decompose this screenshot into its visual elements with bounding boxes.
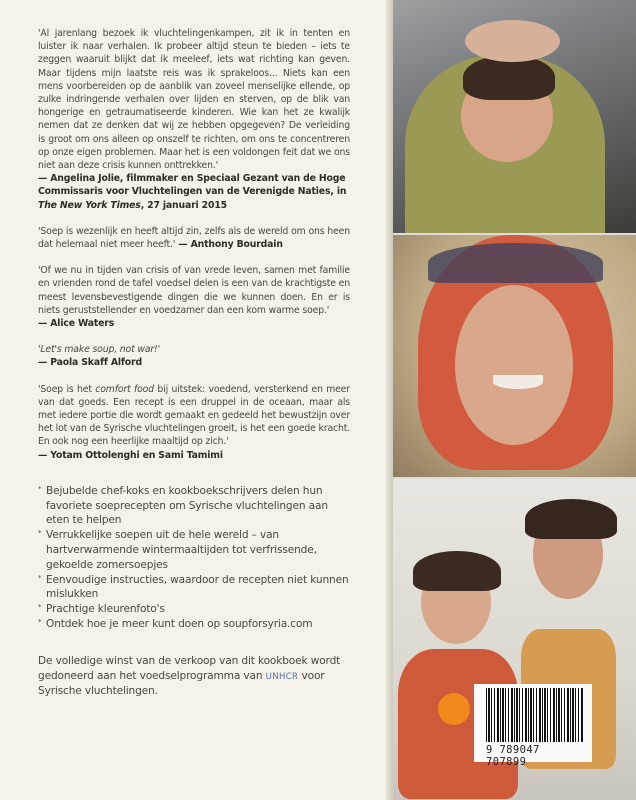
- smile-shape: [493, 375, 543, 389]
- feature-item: [38, 528, 350, 572]
- quote-ottolenghi: [38, 383, 350, 462]
- quote-body: [38, 343, 350, 356]
- quote-text: 'Let's make soup, not war!': [38, 344, 161, 356]
- asterisk-bullet-icon: *: [38, 529, 42, 538]
- feature-item: [38, 617, 350, 632]
- quote-body: [38, 383, 350, 449]
- publication-name: The New York Times: [38, 199, 141, 211]
- feature-list: [38, 484, 350, 632]
- feature-item: [38, 484, 350, 528]
- quote-emphasis: comfort food: [95, 383, 154, 395]
- quote-text: bij uitstek: voedend, versterkend en meer van dat goeds. Een recept is een druppel in de oceaan, maar als met iedere portie die wordt gemaakt en gedeeld het bewustzijn over het lot van de Syrische vluchtelingen groeit, is het een goede kracht. En ook nog een heerlijke maaltijd op zich.': [38, 383, 350, 448]
- face-shape: [455, 285, 573, 445]
- girl-right-hair: [525, 499, 617, 539]
- quote-waters: [38, 264, 350, 330]
- hat-stripe: [428, 243, 603, 283]
- hands-shape: [465, 20, 560, 62]
- feature-text: Verrukkelijke soepen uit de hele wereld – van hartverwarmende wintermaaltijden tot verfrissende, gekoelde zomersoepjes: [46, 529, 317, 571]
- attribution-date: , 27 januari 2015: [140, 199, 227, 211]
- quote-text: 'Soep is het: [38, 383, 96, 395]
- donation-note: [38, 654, 350, 699]
- orange-fruit: [438, 693, 470, 725]
- donation-text: voor Syrische vluchtelingen.: [38, 669, 325, 698]
- page-edge-shadow: [386, 0, 393, 800]
- quote-attribution: — Anthony Bourdain: [175, 239, 283, 251]
- photo-boy-red-hat: [393, 235, 636, 477]
- attribution-text: — Angelina Jolie, filmmaker en Speciaal Gezant van de Hoge Commissaris voor Vluchtelingen van de Verenigde Naties, in: [38, 173, 347, 198]
- quote-body: 'Al jarenlang bezoek ik vluchtelingenkampen, zit ik in tenten en luister ik naar verhalen. Ik probeer altijd steun te bieden – iets te zeggen waaruit blijkt dat ik meeleef, iets wat richting kan geven. Maar tijdens mijn laatste reis was ik sprakeloos... Niets kan een mens voorbereiden op de aanblik van zoveel menselijke ellende, op zulke indringende verhalen over lijden en sterven, op de blik van hongerige en getraumatiseerde kinderen. Wie kan het ze kwalijk nemen dat ze denken dat wij ze hebben opgegeven? De verleiding is groot om ons alleen op onszelf te richten, om ons te concentreren op onze eigen problemen. Maar het is een voldongen feit dat we ons niet aan deze crisis kunnen onttrekken.': [38, 28, 350, 172]
- photo-column: [393, 0, 636, 800]
- feature-item: [38, 602, 350, 617]
- feature-text: Prachtige kleurenfoto's: [46, 603, 165, 616]
- barcode-bars: [486, 688, 584, 742]
- quote-attribution: — Paola Skaff Alford: [38, 357, 142, 369]
- quote-body: [38, 225, 350, 251]
- feature-text: Bejubelde chef-koks en kookboekschrijvers delen hun favoriete soeprecepten om Syrische vluchtelingen aan eten te helpen: [46, 484, 328, 527]
- asterisk-bullet-icon: *: [38, 573, 42, 582]
- feature-text: Ontdek hoe je meer kunt doen op soupforsyria.com: [46, 618, 313, 631]
- girl-left-hair: [413, 551, 501, 591]
- feature-item: [38, 573, 350, 603]
- text-column: [38, 27, 350, 699]
- donation-text: De volledige winst van de verkoop van dit kookboek wordt gedoneerd aan het voedselprogramma van: [38, 654, 341, 682]
- asterisk-bullet-icon: *: [38, 603, 42, 612]
- quote-text: 'Soep is wezenlijk en heeft altijd zin, zelfs als de wereld om ons heen dat helemaal niet meer heeft.': [38, 225, 350, 251]
- isbn-number: 9 789047 707899: [486, 744, 540, 768]
- unhcr-logo-text: UNHCR: [265, 671, 299, 682]
- quote-body: 'Of we nu in tijden van crisis of van vrede leven, samen met familie en vrienden rond de tafel voedsel delen is een van de krachtigste en meest levensbevestigende dingen die we kunnen doen. En er is niets geruststellender en voedzamer dan een kom warme soep.': [38, 265, 350, 316]
- quote-jolie: [38, 27, 350, 212]
- feature-text: Eenvoudige instructies, waardoor de recepten niet kunnen mislukken: [46, 573, 349, 601]
- isbn-barcode: [474, 684, 592, 768]
- asterisk-bullet-icon: *: [38, 618, 42, 627]
- quote-alford: [38, 343, 350, 369]
- photo-two-girls: [393, 479, 636, 800]
- quote-bourdain: [38, 225, 350, 251]
- photo-child-green-sweater: [393, 0, 636, 233]
- quote-attribution: — Alice Waters: [38, 318, 115, 330]
- quote-attribution: [38, 172, 350, 212]
- asterisk-bullet-icon: *: [38, 484, 42, 493]
- quote-attribution: — Yotam Ottolenghi en Sami Tamimi: [38, 449, 223, 461]
